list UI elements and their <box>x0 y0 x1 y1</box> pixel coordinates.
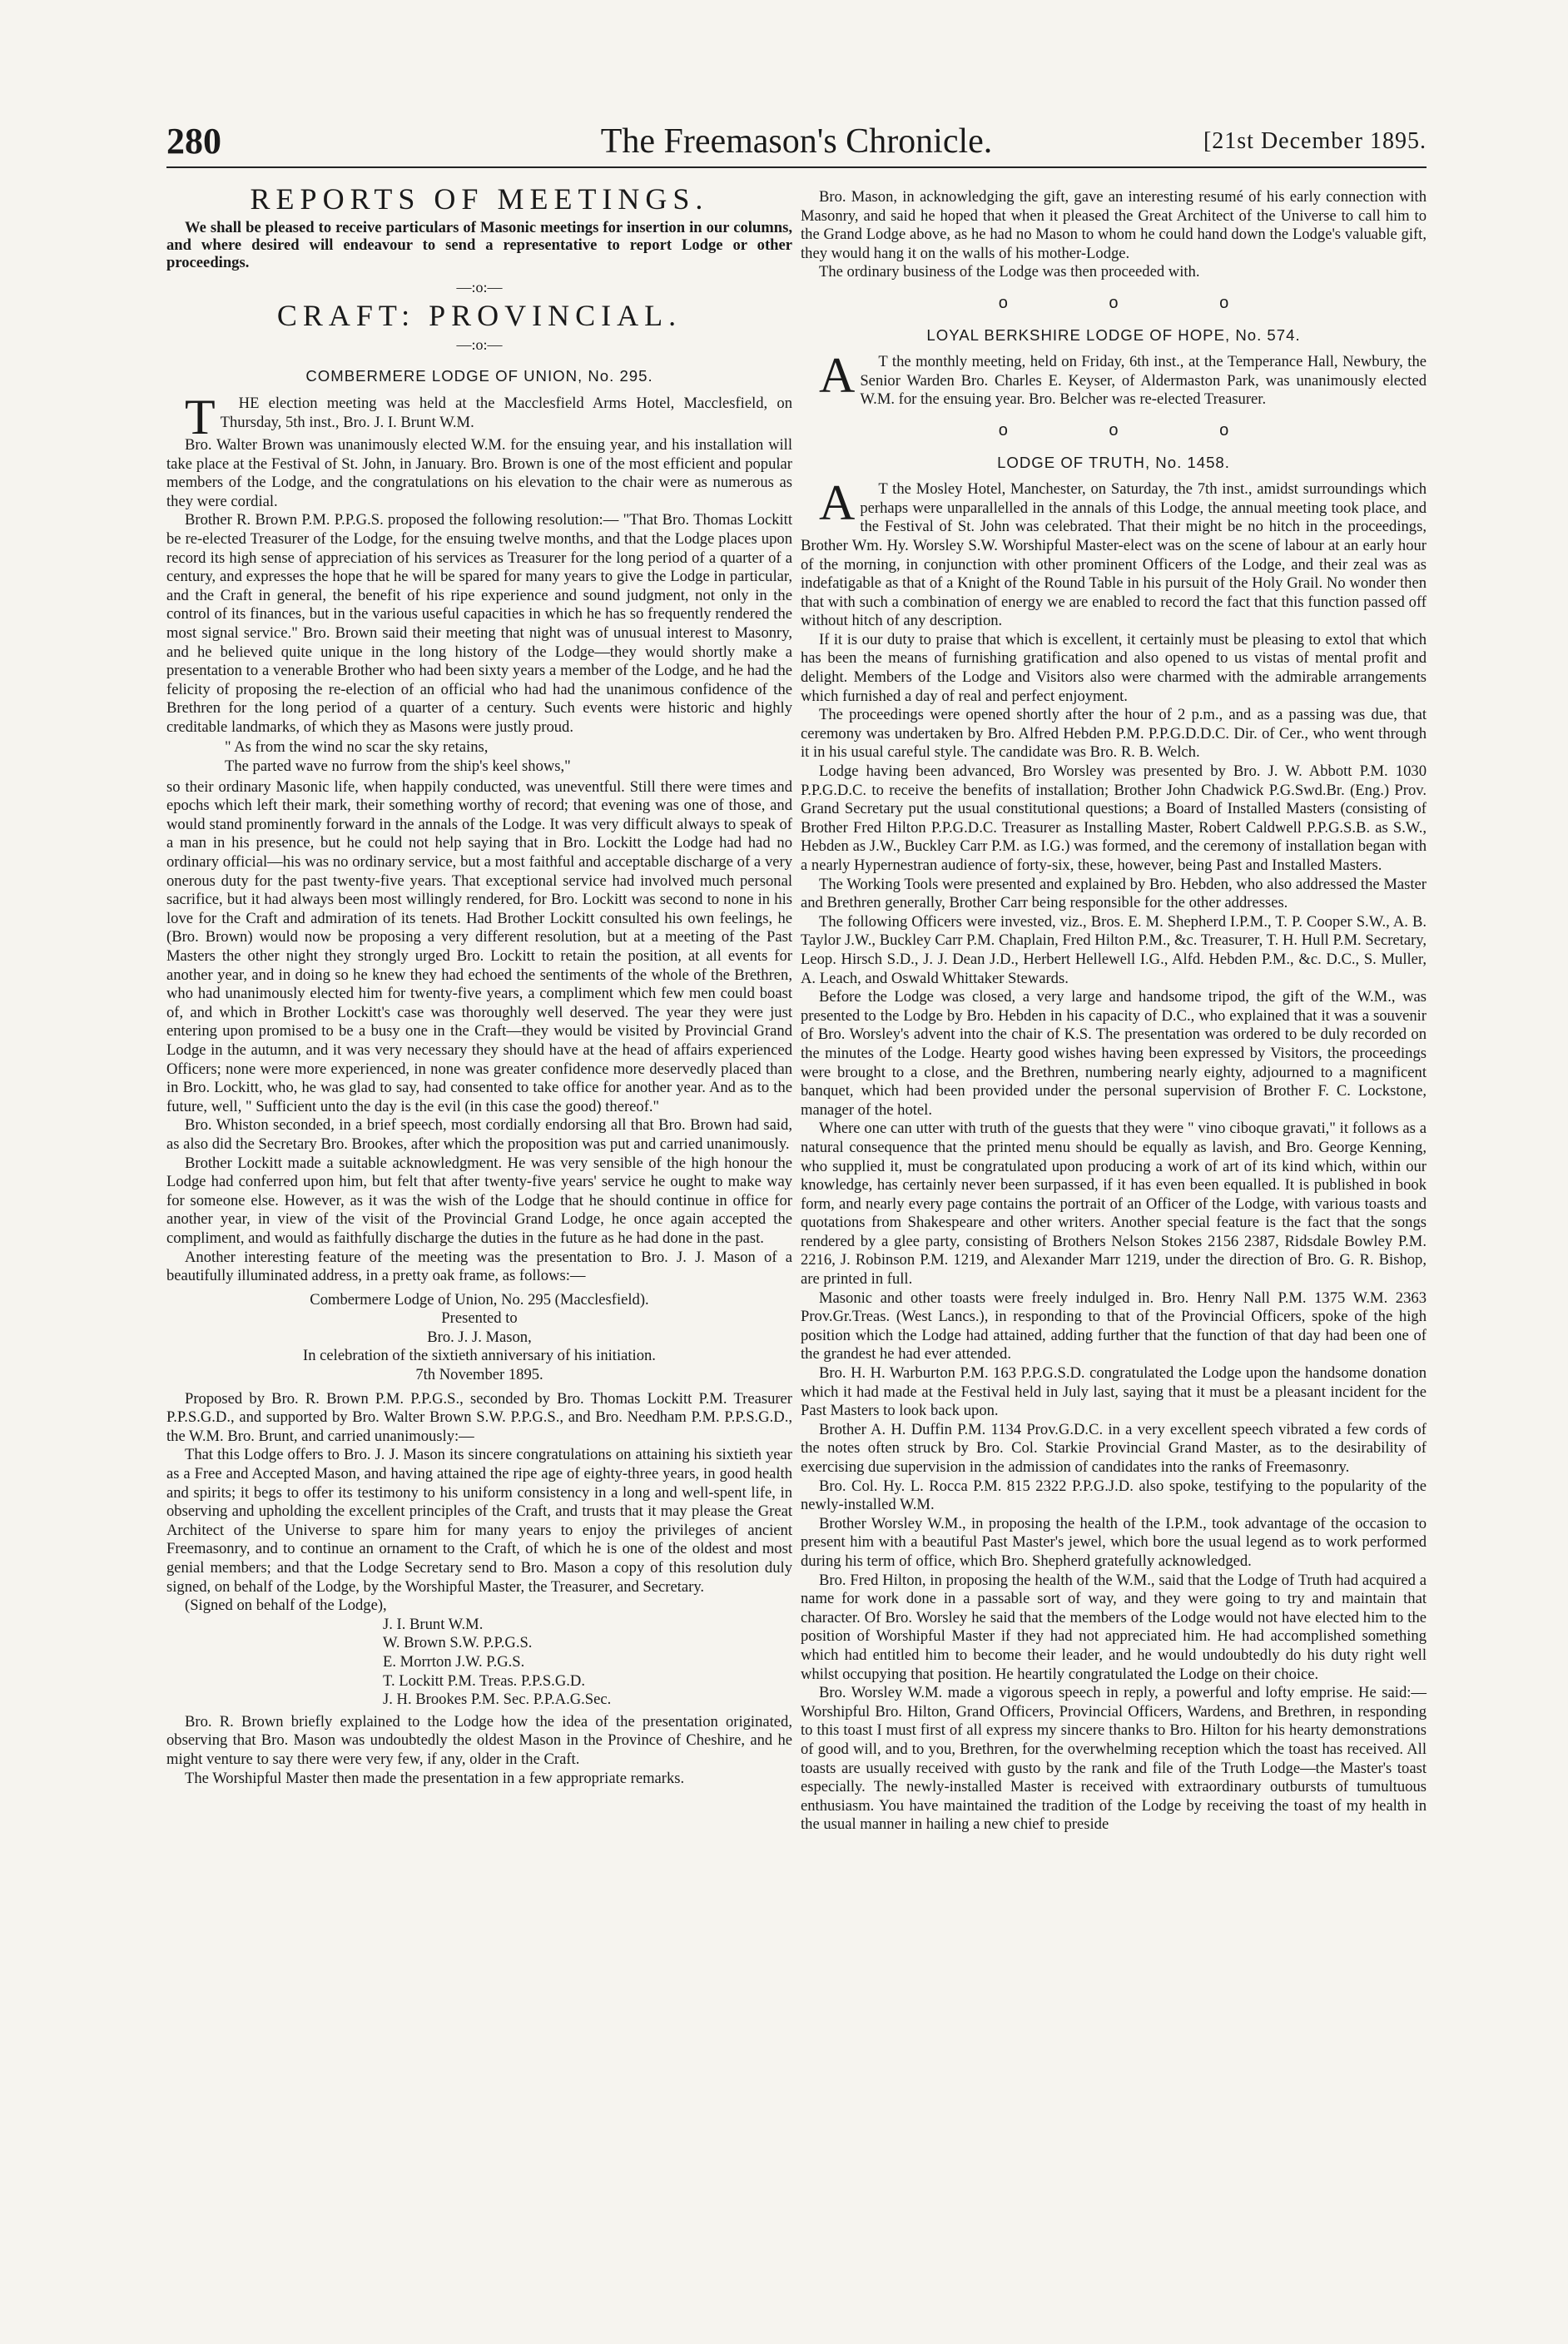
truth-heading: LODGE OF TRUTH, No. 1458. <box>997 453 1230 471</box>
signature-line: W. Brown S.W. P.P.G.S. <box>383 1634 533 1652</box>
right-column <box>801 188 1427 1835</box>
article-paragraph: The following Officers were invested, viz., Bros. E. M. Shepherd I.P.M., T. P. Cooper S.W., A. B. Taylor J.W., Buckley Carr P.M. Chaplain, Fred Hilton P.M., &c. Treasurer, T. H. Hull P.M. Secretary, Leop. Hirsch S.D., J. J. Dean J.D., Herbert Hellewell I.G., Alfd. Hebden P.M., &c. D.C., S. Muller, A. Leach, and Oswald Whittaker Stewards. <box>801 912 1427 987</box>
berkshire-heading: LOYAL BERKSHIRE LODGE OF HOPE, No. 574. <box>926 325 1301 344</box>
signature-line: T. Lockitt P.M. Treas. P.P.S.G.D. <box>383 1671 585 1690</box>
article-paragraph: The ordinary business of the Lodge was then proceeded with. <box>819 263 1200 281</box>
section-divider: o o o <box>998 293 1278 312</box>
article-paragraph: Bro. R. Brown briefly explained to the Lodge how the idea of the presentation originated, observing that Bro. Mason was undoubtedly the oldest Mason in the Province of Cheshire, and he might venture to say there were very few, if any, older in the Craft. <box>166 1712 792 1768</box>
truth-first-paragraph: A T the Mosley Hotel, Manchester, on Saturday, the 7th inst., amidst surroundings which perhaps were unparallelled in the annals of this Lodge, the annual meeting took place, and the Festival of St. John was celebrated. That their might be no hitch in the proceedings, Brother Wm. Hy. Worsley S.W. Worshipful Master-elect was on the scene of labour at an early hour of the morning, in conjunction with other prominent Officers of the Lodge, and their zeal was as indefatigable as that of a Knight of the Round Table in his pursuit of the Holy Grail. No wonder then that with such a combination of energy we are enabled to record the fact that this function passed off without hitch of any description. <box>801 475 1427 630</box>
article-paragraph: The Worshipful Master then made the presentation in a few appropriate remarks. <box>185 1769 685 1787</box>
craft-provincial-title: CRAFT: PROVINCIAL. <box>276 299 682 333</box>
separator: —:o:— <box>456 335 503 353</box>
combermere-heading: COMBERMERE LODGE OF UNION, No. 295. <box>305 367 653 385</box>
article-paragraph: Brother Lockitt made a suitable acknowledgment. He was very sensible of the high honour the Lodge had conferred upon him, but felt that after twenty-five years' service he ought to make way for someone else. However, as it was the wish of the Lodge that he should continue in office for another year, in view of the visit of the Provincial Grand Lodge, he once again accepted the compliment, and would as faithfully discharge the duties in the future as he had done in the past. <box>166 1154 792 1247</box>
publication-title: The Freemason's Chronicle. <box>600 122 993 161</box>
article-paragraph: Another interesting feature of the meeting was the presentation to Bro. J. J. Mason of a beautifully illuminated address, in a pretty oak frame, as follows:— <box>166 1248 792 1285</box>
illuminated-address <box>166 1291 792 1385</box>
signature-line: E. Morrton J.W. P.G.S. <box>383 1652 525 1671</box>
verse-quote <box>166 738 792 776</box>
article-paragraph: Brother A. H. Duffin P.M. 1134 Prov.G.D.C. in a very excellent speech vibrated a few cords of the notes often struck by Bro. Col. Starkie Provincial Grand Master, as to the desirability of exercising due supervision in the admission of candidates into the ranks of Freemasonry. <box>801 1420 1427 1476</box>
page-number: 280 <box>166 121 221 161</box>
signature-line: J. H. Brookes P.M. Sec. P.P.A.G.Sec. <box>383 1691 612 1709</box>
address-line: Presented to <box>441 1309 518 1328</box>
article-paragraph: Before the Lodge was closed, a very large and handsome tripod, the gift of the W.M., was presented to the Lodge by Bro. Hebden in his capacity of D.C., who explained that it was a souvenir of Bro. Worsley's advent into the chair of K.S. The presentation was ordered to be duly recorded on the minutes of the Lodge. Hearty good wishes having been expressed by Visitors, the proceedings were brought to a close, and the Brethren, numbering nearly eighty, adjourned to a magnificent banquet, which had been provided under the personal supervision of Brother F. C. Lockstone, manager of the hotel. <box>801 988 1427 1119</box>
reports-intro: We shall be pleased to receive particulars of Masonic meetings for insertion in our columns, and where desired will endeavour to send a representative to report Lodge or other proceedings. <box>166 218 792 271</box>
drop-cap: T <box>185 389 216 444</box>
address-line: Combermere Lodge of Union, No. 295 (Macclesfield). <box>310 1290 649 1309</box>
left-column <box>166 182 792 1788</box>
article-paragraph: If it is our duty to praise that which is excellent, it certainly must be pleasing to extol that which has been the means of furnishing gratification and also opened to us vistas of mental profit and delight. Members of the Lodge and Visitors also were charmed with the admirable arrangements which furnished a day of real and perfect enjoyment. <box>801 630 1427 705</box>
article-paragraph: That this Lodge offers to Bro. J. J. Mason its sincere congratulations on attaining his sixtieth year as a Free and Accepted Mason, and having attained the ripe age of eighty-three years, in good health and spirits; it begs to offer its testimony to his uniform consistency in a long and well-spent life, in observing and upholding the excellent principles of the Craft, and trusts that it may please the Great Architect of the Universe to spare him for many years to enjoy the privileges of ancient Freemasonry, and to continue an ornament to the Craft, of which he is one of the oldest and most genial members; and that the Lodge Secretary send to Bro. Mason a copy of this resolution duly signed, on behalf of the Lodge, by the Worshipful Master, the Treasurer, and Secretary. <box>166 1446 792 1596</box>
article-paragraph: The Working Tools were presented and explained by Bro. Hebden, who also addressed the Master and Brethren generally, Brother Carr being responsible for the other addresses. <box>801 875 1427 912</box>
article-paragraph: Bro. Walter Brown was unanimously elected W.M. for the ensuing year, and his installation will take place at the Festival of St. John, in January. Bro. Brown is one of the most efficient and popular members of the Lodge, and the congratulations on his elevation to the chair were as numerous as they were cordial. <box>166 435 792 510</box>
verse-line: " As from the wind no scar the sky retains, <box>225 738 489 757</box>
article-paragraph: Bro. Col. Hy. L. Rocca P.M. 815 2322 P.P.G.J.D. also spoke, testifying to the popularity of the newly-installed W.M. <box>801 1477 1427 1514</box>
address-line: 7th November 1895. <box>415 1366 543 1384</box>
verse-line: The parted wave no furrow from the ship's keel shows," <box>225 757 571 776</box>
address-line: Bro. J. J. Mason, <box>427 1328 532 1346</box>
article-paragraph: Masonic and other toasts were freely indulged in. Bro. Henry Nall P.M. 1375 W.M. 2363 Prov.Gr.Treas. (West Lancs.), in responding to that of the Provincial Officers, spoke of the high position which the Lodge had attained, adding further that the function of that day had been one of the grandest he had ever attended. <box>801 1289 1427 1363</box>
issue-date: [21st December 1895. <box>1203 128 1427 154</box>
berkshire-paragraph: A T the monthly meeting, held on Friday, 6th inst., at the Temperance Hall, Newbury, the Senior Warden Bro. Charles E. Keyser, of Aldermaston Park, was unanimously elected W.M. for the ensuing year. Bro. Belcher was re-elected Treasurer. <box>801 353 1427 410</box>
signature-line: J. I. Brunt W.M. <box>383 1615 484 1633</box>
article-paragraph: The proceedings were opened shortly after the hour of 2 p.m., and as a passing was due, that ceremony was undertaken by Bro. Alfred Hebden P.M. P.P.G.D.D.C. Dir. of Cer., who went through it in his usual careful style. The candidate was Bro. R. B. Welch. <box>801 706 1427 762</box>
masthead <box>166 117 1427 168</box>
signed-line: (Signed on behalf of the Lodge), <box>185 1597 387 1615</box>
article-paragraph: Bro. Fred Hilton, in proposing the health of the W.M., said that the Lodge of Truth had acquired a name for work done in a passable sort of way, and they were going to try and maintain that character. Of Bro. Worsley he said that the members of the Lodge would not have elected him to the position of Worshipful Master if they had not appreciated him. He had accomplished something which had entitled him to become their leader, and he would undoubtedly do his duty right well whilst occupying that position. He heartily congratulated the Lodge on their choice. <box>801 1571 1427 1683</box>
article-paragraph: Brother R. Brown P.M. P.P.G.S. proposed the following resolution:— "That Bro. Thomas Lockitt be re-elected Treasurer of the Lodge, for the ensuing twelve months, and that the Lodge places upon record its high sense of appreciation of his services as Treasurer for the long period of a quarter of a century, and expresses the hope that he will be spared for many years to give the Lodge in particular, and the Craft in general, the benefit of his ripe experience and sound judgment, not only in the control of its finances, but in the various useful capacities in which he has so frequently rendered the most signal service." Bro. Brown said their meeting that night was of unusual interest to Masonry, and he believed quite unique in the long history of the Lodge—they would shortly make a presentation to a venerable Brother who had been sixty years a member of the Lodge, and he had the felicity of proposing the re-election of an official who had had the unanimous confidence of the Brethren for the long period of a quarter of a century. Such events were historic and highly creditable landmarks, of which they as Masons were justly proud. <box>166 511 792 736</box>
drop-cap: A <box>819 475 856 531</box>
article-paragraph: so their ordinary Masonic life, when happily conducted, was uneventful. Still there were times and epochs which left their mark, their something worthy of record; that evening was one of those, and would stand prominently forward in the annals of the Lodge. It was very difficult always to speak of a man in his presence, but he could not help saying that in Bro. Lockitt the Lodge had had no ordinary official—his was no ordinary service, but a most faithful and acceptable discharge of a very onerous duty for the past twenty-five years. That exceptional service had involved much personal sacrifice, but it had always been most willingly rendered, for Bro. Lockitt was second to none in his love for the Craft and admiration of its tenets. Had Brother Lockitt consulted his own feelings, he (Bro. Brown) would now be proposing a very different resolution, but at a meeting of the Past Masters the other night they strongly urged Bro. Lockitt to retain the position, at all events for another year, and in doing so he knew they had echoed the sentiments of the whole of the Brethren, who had unanimously elected him for twenty-five years, a compliment which few men could boast of, and which in Brother Lockitt's case was thoroughly well deserved. The year they were just entering upon promised to be a busy one in the Craft—they would be visited by Provincial Grand Lodge in the autumn, and it was very necessary they should have at the head of affairs experienced Officers; none were more experienced, in none was greater confidence more deservedly placed than in Bro. Lockitt, who, he was glad to say, had consented to take office for another year. And as to the future, well, " Sufficient unto the day is the evil (in this case the good) thereof." <box>166 777 792 1115</box>
separator: —:o:— <box>456 278 503 295</box>
section-divider: o o o <box>998 420 1278 440</box>
article-paragraph: Bro. Whiston seconded, in a brief speech, most cordially endorsing all that Bro. Brown had said, as also did the Secretary Bro. Brookes, after which the proposition was put and carried unanimously. <box>166 1116 792 1153</box>
reports-title: REPORTS OF MEETINGS. <box>250 182 709 216</box>
article-paragraph: Bro. Worsley W.M. made a vigorous speech in reply, a powerful and lofty emprise. He said:—Worshipful Bro. Hilton, Grand Officers, Provincial Officers, Wardens, and Brethren, in responding to this toast I must first of all express my sincere thanks to Bro. Hilton for his hearty demonstrations of good will, and to you, Brethren, for the overwhelming reception which the toast has received. All toasts are usually received with gusto by the rank and file of the Truth Lodge—the Master's toast especially. The newly-installed Master is received with extraordinary outbursts of tumultuous enthusiasm. You have maintained the tradition of the Lodge by receiving the toast of my health in the usual manner in hailing a new chief to preside <box>801 1684 1427 1834</box>
article-paragraph: Where one can utter with truth of the guests that they were " vino ciboque gravati," it follows as a natural consequence that the printed menu should be equally as lavish, and Bro. George Kenning, who supplied it, must be congratulated upon producing a work of art of its kind which, within our knowledge, has certainly never been surpassed, if it has even been equalled. It is published in book form, and nearly every page contains the portrait of an Officer of the Lodge, with various toasts and quotations from Shakespeare and other writers. Another special feature is the fact that the songs rendered by a glee party, consisting of Brothers Nelson Stokes 2156 2387, Ridsdale Bowley P.M. 2216, J. Robinson P.M. 1219, and Alexander Marr 1219, under the direction of Bro. G. R. Bishop, are printed in full. <box>801 1120 1427 1289</box>
article-paragraph: Proposed by Bro. R. Brown P.M. P.P.G.S., seconded by Bro. Thomas Lockitt P.M. Treasurer P.P.S.G.D., and supported by Bro. Walter Brown S.W. P.P.G.S., and Bro. Needham P.M. P.P.S.G.D., the W.M. Bro. Brunt, and carried unanimously:— <box>166 1389 792 1445</box>
article-paragraph: Bro. H. H. Warburton P.M. 163 P.P.G.S.D. congratulated the Lodge upon the handsome donation which it had made at the Festival held in July last, saying that it must be a pleasant incident for the Past Masters to look back upon. <box>801 1364 1427 1420</box>
combermere-first-paragraph: T HE election meeting was held at the Macclesfield Arms Hotel, Macclesfield, on Thursday, 5th inst., Bro. J. I. Brunt W.M. <box>166 395 792 432</box>
address-line: In celebration of the sixtieth anniversary of his initiation. <box>303 1347 656 1365</box>
drop-cap: A <box>819 348 856 404</box>
signatures <box>166 1616 792 1710</box>
article-paragraph: Lodge having been advanced, Bro Worsley was presented by Bro. J. W. Abbott P.M. 1030 P.P.G.D.C. to receive the benefits of installation; Brother John Chadwick P.G.Swd.Br. (Eng.) Prov. Grand Secretary put the usual constitutional questions; a Board of Installed Masters (consisting of Brother Fred Hilton P.P.G.D.C. Treasurer as Installing Master, Robert Caldwell P.P.G.S.B. as S.W., Hebden as J.W., Buckley Carr P.M. as I.G.) was formed, and the ceremony of installation began with a nearly Hypernestran audience of forty-six, these, however, being Past and Installed Masters. <box>801 762 1427 874</box>
article-paragraph: Brother Worsley W.M., in proposing the health of the I.P.M., took advantage of the occasion to present him with a beautiful Past Master's jewel, which bore the usual legend as to work performed during his term of office, which Bro. Shepherd gratefully acknowledged. <box>801 1514 1427 1570</box>
article-paragraph: Bro. Mason, in acknowledging the gift, gave an interesting resumé of his early connection with Masonry, and said he hoped that when it pleased the Great Architect of the Universe to call him to the Grand Lodge above, as he had no Mason to whom he could hand down the Lodge's valuable gift, they would hang it on the walls of his mother-Lodge. <box>801 188 1427 262</box>
